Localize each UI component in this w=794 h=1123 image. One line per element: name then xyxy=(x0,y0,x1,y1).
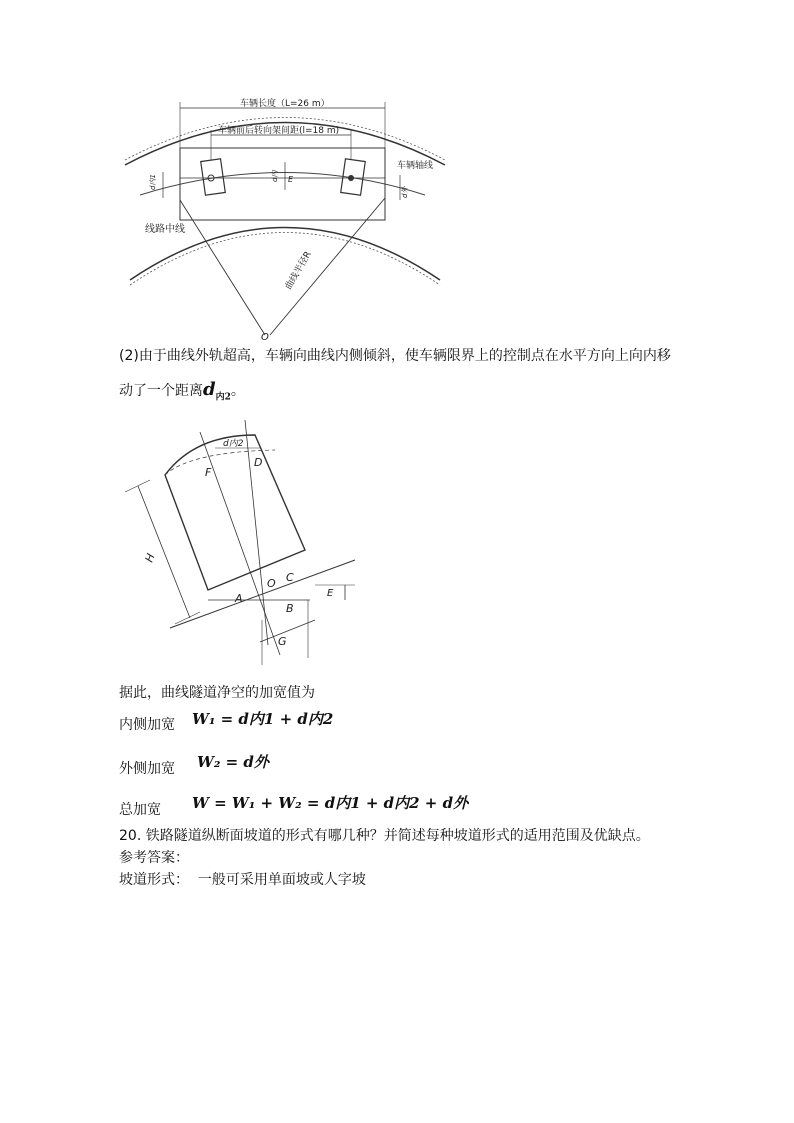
car-length-label: 车辆长度（L=26 m） xyxy=(240,99,330,109)
paragraph-distance-line xyxy=(119,380,245,408)
route-centerline xyxy=(140,173,425,196)
point-c-label: C xyxy=(286,571,294,584)
center-o-label: O xyxy=(261,332,269,343)
d-inner2-label: d内2 xyxy=(223,439,244,449)
point-a-label: A xyxy=(235,592,243,605)
e-label: E xyxy=(288,175,294,184)
d-inner1-label: d内1 xyxy=(149,174,157,190)
paragraph-widening-intro: 据此，曲线隧道净空的加宽值为 xyxy=(119,685,315,701)
inner-track-arc xyxy=(130,228,440,281)
d-outer-label: d外 xyxy=(401,186,409,198)
answer-slope-types: 坡道形式： 一般可采用单面坡或人字坡 xyxy=(119,872,366,888)
dimension-g-label: G xyxy=(278,635,287,648)
point-b-label: B xyxy=(286,602,294,615)
point-d-label: D xyxy=(254,456,263,469)
question-20: 20. 铁路隧道纵断面坡道的形式有哪几种？并简述每种坡道形式的适用范围及优缺点。 xyxy=(119,828,650,844)
bogie-distance-label: 车辆前后转向架间距(l=18 m) xyxy=(218,126,340,136)
route-center-label: 线路中线 xyxy=(145,224,185,235)
outer-widening-formula: W₂ = d外 xyxy=(197,753,269,771)
dimension-e-label: E xyxy=(327,588,334,599)
figure-tilted-vehicle xyxy=(120,420,370,670)
paragraph-superelevation xyxy=(119,346,671,366)
total-widening-formula: W = W₁ + W₂ = d内1 + d内2 + d外 xyxy=(192,794,469,812)
reference-answer-label: 参考答案： xyxy=(119,850,189,866)
total-widening-label: 总加宽 xyxy=(119,802,161,818)
vehicle-outline xyxy=(165,435,305,590)
paragraph-superelevation-text: (2)由于曲线外轨超高，车辆向曲线内侧倾斜，使车辆限界上的控制点在水平方向上向内移 xyxy=(119,348,671,364)
figure-curved-track-vehicle xyxy=(115,90,455,345)
outer-widening-label: 外侧加宽 xyxy=(119,761,175,777)
inner-widening-label: 内侧加宽 xyxy=(119,717,175,733)
inner-widening-formula: W₁ = d内1 + d内2 xyxy=(192,710,334,728)
point-f-label: F xyxy=(205,466,212,479)
car-axis-label: 车辆轴线 xyxy=(397,161,434,171)
paragraph-distance-prefix: 动了一个距离 xyxy=(119,383,203,399)
curve-radius-label: 曲线半径R xyxy=(283,249,314,292)
d-inner2-symbol: $d_{内2}$ xyxy=(203,379,231,403)
d-mid-label: d内 xyxy=(271,170,279,182)
point-o-label: O xyxy=(267,577,276,590)
dimension-h-label: H xyxy=(142,551,158,565)
paragraph-distance-suffix: 。 xyxy=(230,383,245,399)
